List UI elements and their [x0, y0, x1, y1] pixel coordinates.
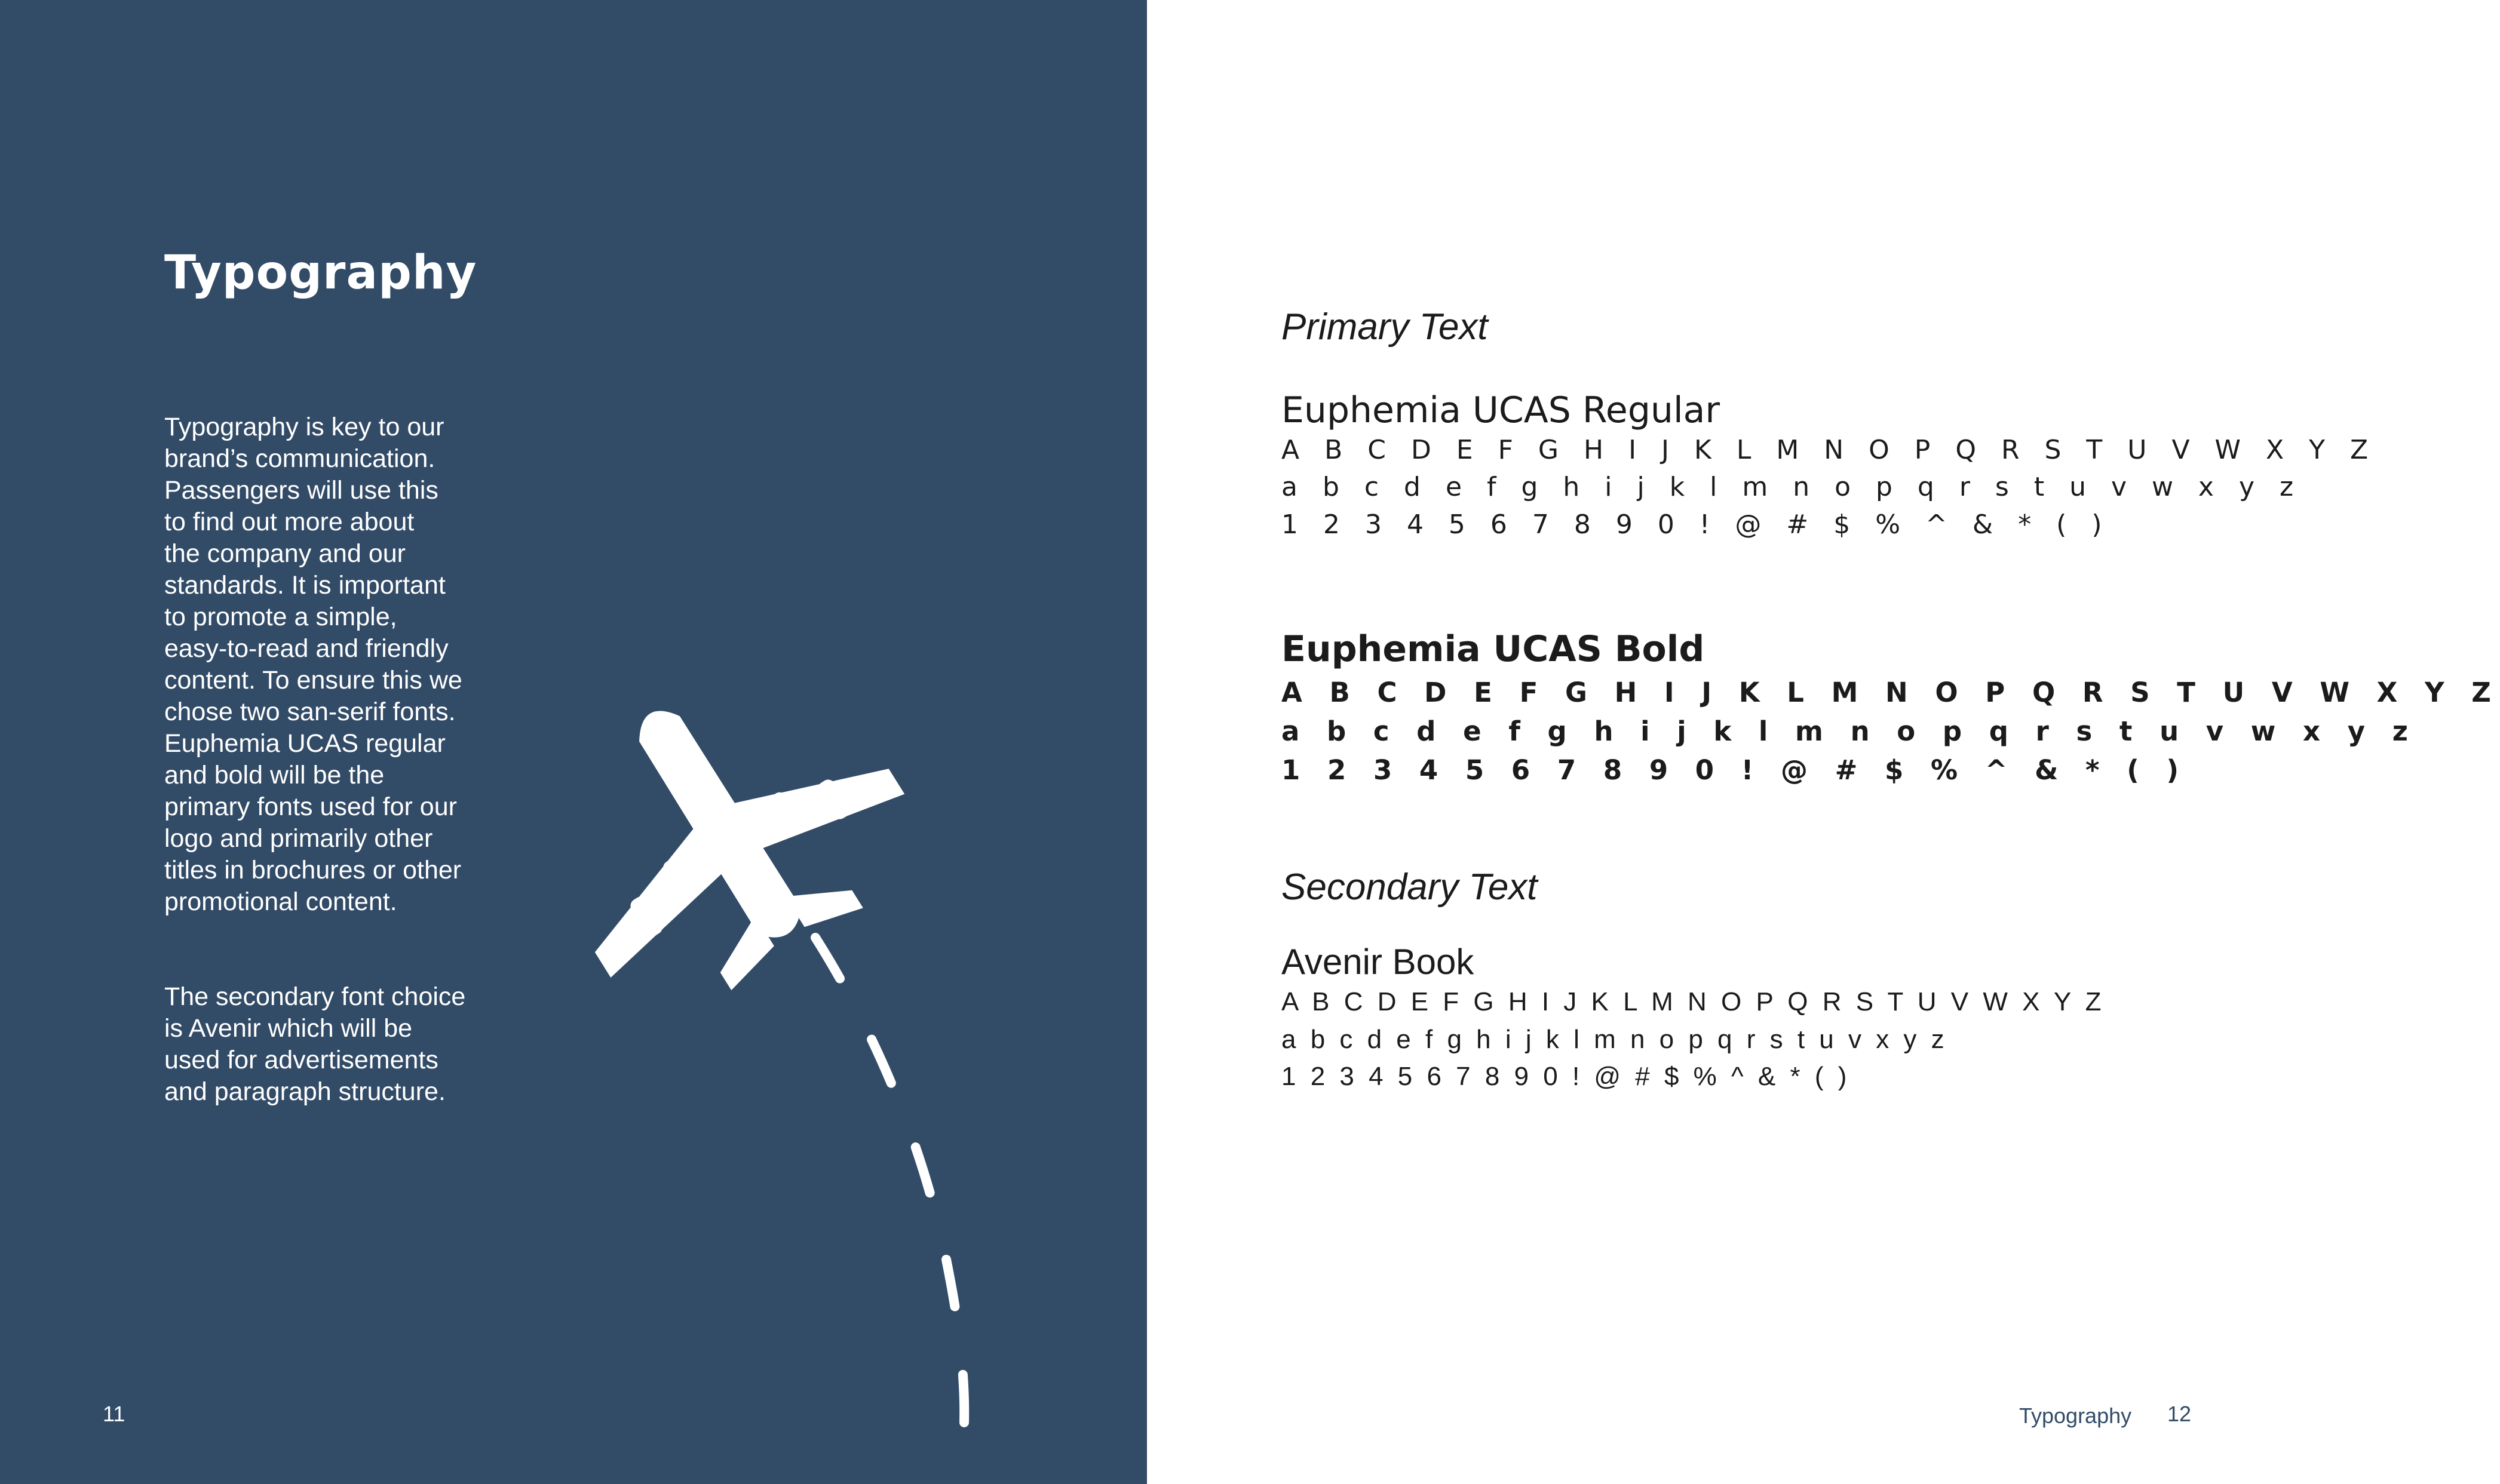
secondary-text-heading: Secondary Text [1281, 867, 1538, 908]
euphemia-regular-digits: 1 2 3 4 5 6 7 8 9 0 ! @ # $ % ^ & * ( ) [1281, 509, 2111, 540]
left-page [0, 0, 1147, 1484]
euphemia-regular-lower: a b c d e f g h i j k l m n o p q r s t u v w x y z [1281, 472, 2302, 502]
euphemia-bold-lower: a b c d e f g h i j k l m n o p q r s t u v w x y z [1281, 715, 2417, 747]
avenir-book-upper: A B C D E F G H I J K L M N O P Q R S T U V W X Y Z [1281, 987, 2105, 1016]
avenir-book-digits: 1 2 3 4 5 6 7 8 9 0 ! @ # $ % ^ & * ( ) [1281, 1062, 1851, 1091]
euphemia-bold-upper: A B C D E F G H I J K L M N O P Q R S T U V W X Y Z [1281, 677, 2500, 708]
page-number-right: 12 [2167, 1402, 2192, 1426]
page-number-left: 11 [103, 1402, 125, 1426]
intro-paragraph-2: The secondary font choice is Avenir which will be used for advertisements and paragraph structure. [164, 982, 466, 1106]
intro-body [164, 380, 499, 1139]
intro-paragraph-1: Typography is key to our brand’s communication. Passengers will use this to find out more about the company and our standards. It is important to promote a simple, easy-to-read and friendly content. To ensure this we chose two san-serif fonts. Euphemia UCAS regular and bold will be the primary fonts used for our logo and primarily other titles in brochures or other promotional content. [164, 413, 462, 916]
euphemia-regular-upper: A B C D E F G H I J K L M N O P Q R S T U V W X Y Z [1281, 435, 2377, 465]
airplane-icon [591, 657, 1010, 1481]
page-title: Typography [164, 246, 477, 300]
avenir-book-name: Avenir Book [1281, 942, 1474, 982]
airplane-shape [503, 622, 944, 1041]
avenir-book-lower: a b c d e f g h i j k l m n o p q r s t u v x y z [1281, 1025, 1948, 1054]
euphemia-bold-digits: 1 2 3 4 5 6 7 8 9 0 ! @ # $ % ^ & * ( ) [1281, 754, 2188, 786]
primary-text-heading: Primary Text [1281, 306, 1488, 348]
footer-section-label: Typography [2019, 1403, 2132, 1428]
euphemia-bold-name: Euphemia UCAS Bold [1281, 628, 1705, 670]
euphemia-regular-name: Euphemia UCAS Regular [1281, 389, 1720, 431]
flight-trail [815, 938, 964, 1463]
